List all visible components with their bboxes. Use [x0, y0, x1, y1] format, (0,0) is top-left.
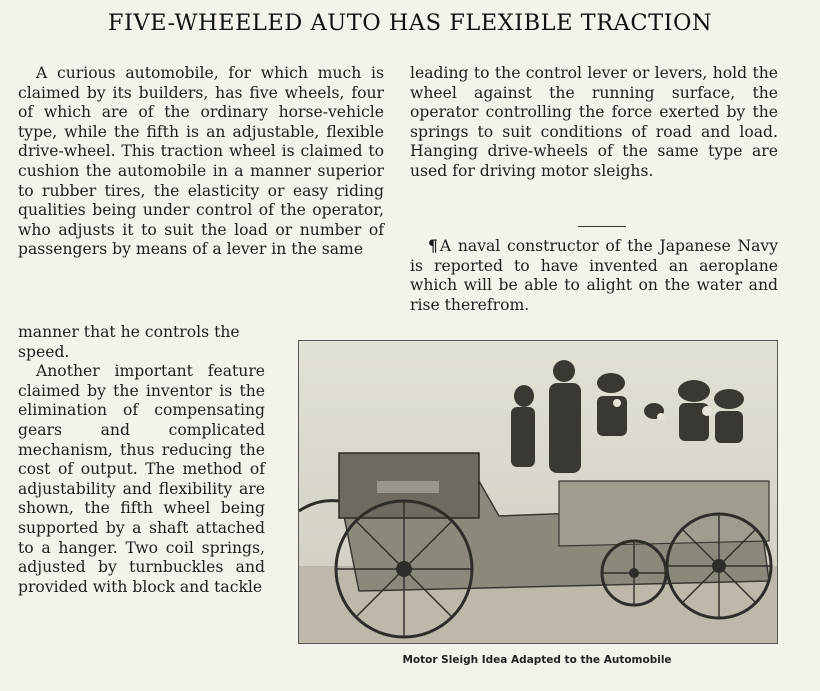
news-brief [410, 236, 778, 315]
section-divider [578, 226, 626, 227]
photo-caption: Motor Sleigh Idea Adapted to the Automobile [402, 654, 672, 666]
article-paragraph-1-continued: manner that he controls the speed. [18, 323, 240, 361]
news-brief-text: A naval constructor of the Japanese Navy is reported to have invented an aeroplane which will be able to alight on the water and rise therefrom. [410, 237, 778, 314]
paragraph-mark: ¶ [428, 236, 438, 255]
car-illustration [299, 341, 777, 643]
article-paragraph-2: Another important feature claimed by the inventor is the elimination of compensating gears and complicated mechanism, thus reducing the cost of output. The method of adjustability and flexibility are shown, the fifth wheel being supported by a shaft attached to a hanger. Two coil springs, adjusted by turnbuckles and provided with block and tackle [18, 362, 265, 596]
article-paragraph-3: leading to the control lever or levers, hold the wheel against the running surface, the operator controlling the force exerted by the springs to suit conditions of road and load. Hanging drive-wheels of the same type are used for driving motor sleighs. [410, 64, 778, 180]
right-column [410, 64, 778, 182]
headline: FIVE-WHEELED AUTO HAS FLEXIBLE TRACTION [107, 10, 713, 36]
car-photo [298, 340, 778, 644]
left-column-narrow [18, 323, 265, 597]
left-column-top [18, 64, 384, 260]
article-paragraph-1: A curious automobile, for which much is claimed by its builders, has five wheels, four of which are of the ordinary horse-vehicle type, while the fifth is an adjustable, flexible drive-wheel. This traction wheel is claimed to cushion the automobile in a manner superior to rubber tires, the elasticity or easy riding qualities being under control of the operator, who adjusts it to suit the load or number of passengers by means of a lever in the same [18, 64, 384, 259]
